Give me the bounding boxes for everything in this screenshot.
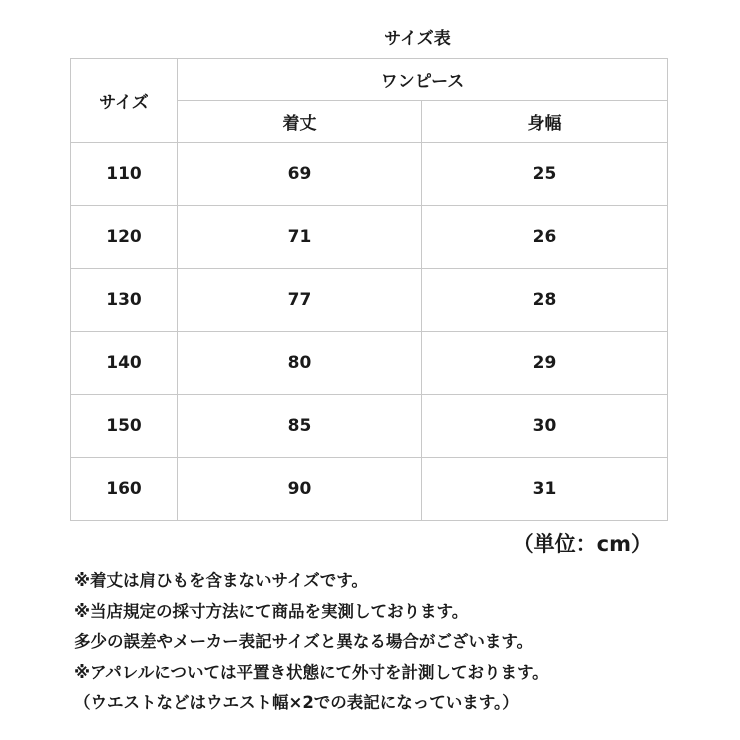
width-cell: 29 xyxy=(422,332,668,395)
length-cell: 69 xyxy=(178,143,422,206)
size-cell: 130 xyxy=(71,269,178,332)
table-row xyxy=(71,143,668,206)
note-line: 多少の誤差やメーカー表記サイズと異なる場合がございます。 xyxy=(74,632,534,651)
notes xyxy=(74,566,714,719)
size-cell: 160 xyxy=(71,458,178,521)
size-cell: 150 xyxy=(71,395,178,458)
length-cell: 90 xyxy=(178,458,422,521)
group-header: ワンピース xyxy=(178,59,668,101)
table-header-row xyxy=(71,59,668,101)
table-row xyxy=(71,458,668,521)
table-row xyxy=(71,269,668,332)
note-line: ※着丈は肩ひもを含まないサイズです。 xyxy=(74,571,368,590)
table-row xyxy=(71,206,668,269)
size-cell: 120 xyxy=(71,206,178,269)
width-cell: 26 xyxy=(422,206,668,269)
size-header: サイズ xyxy=(71,59,178,143)
page-title: サイズ表 xyxy=(384,29,451,49)
table-row xyxy=(71,332,668,395)
length-cell: 80 xyxy=(178,332,422,395)
width-cell: 28 xyxy=(422,269,668,332)
size-table xyxy=(70,58,668,521)
width-cell: 25 xyxy=(422,143,668,206)
length-header: 着丈 xyxy=(178,101,422,143)
note-line: （ウエストなどはウエスト幅×2での表記になっています。） xyxy=(74,693,519,712)
note-line: ※当店規定の採寸方法にて商品を実測しております。 xyxy=(74,601,469,621)
width-cell: 31 xyxy=(422,458,668,521)
width-header: 身幅 xyxy=(422,101,668,143)
note-line: ※アパレルについては平置き状態にて外寸を計測しております。 xyxy=(74,662,549,682)
width-cell: 30 xyxy=(422,395,668,458)
unit-label: （単位：cm） xyxy=(512,532,652,556)
length-cell: 77 xyxy=(178,269,422,332)
length-cell: 85 xyxy=(178,395,422,458)
size-cell: 110 xyxy=(71,143,178,206)
size-cell: 140 xyxy=(71,332,178,395)
table-row xyxy=(71,395,668,458)
length-cell: 71 xyxy=(178,206,422,269)
